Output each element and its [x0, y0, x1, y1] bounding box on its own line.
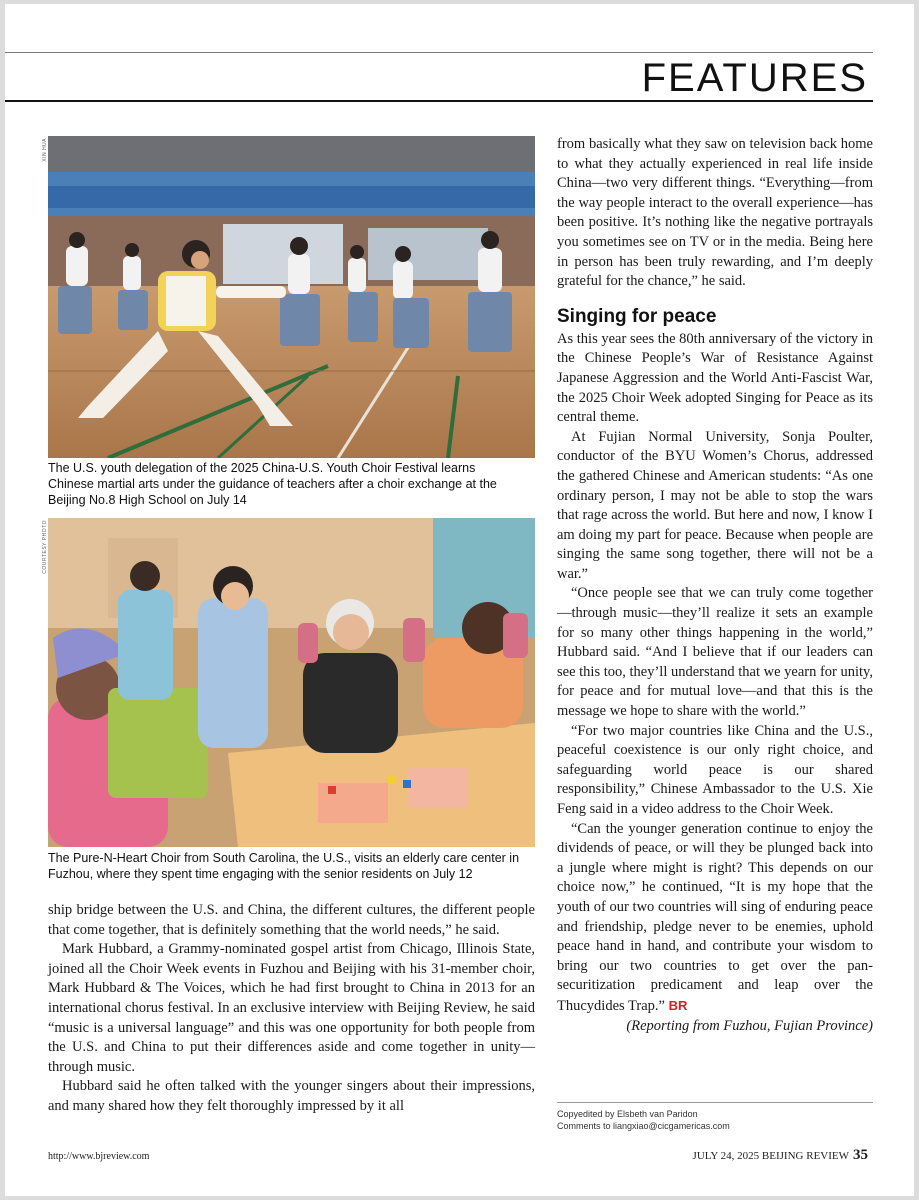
paragraph: “For two major countries like China and the U.S., peaceful coexistence is our only right choice, and safeguarding world peace is our shared responsibility,” Chinese Ambassador to the U.S. Xie Feng said in a video address to the Choir Week. [557, 722, 873, 817]
credits-box [557, 1102, 873, 1132]
martial-arts-image [48, 136, 535, 458]
left-column [48, 901, 535, 1117]
photo-caption-1: The U.S. youth delegation of the 2025 China-U.S. Youth Choir Festival learns Chinese martial arts under the guidance of teachers after a choir exchange at the Beijing No.8 High School on July 14 [48, 461, 497, 507]
photo-caption-2: The Pure-N-Heart Choir from South Carolina, the U.S., visits an elderly care center in Fuzhou, where they spent time engaging with the senior residents on July 12 [48, 851, 520, 881]
copyedit-credit: Copyedited by Elsbeth van Paridon [557, 1109, 698, 1119]
photo-elderly-care [48, 518, 535, 847]
paragraph: As this year sees the 80th anniversary of the victory in the Chinese People’s War of Resistance Against Japanese Aggression and the World Anti-Fascist War, the 2025 Choir Week adopted Singing for Peace as its central theme. [557, 330, 873, 426]
paragraph [48, 940, 535, 1077]
magazine-page [5, 4, 914, 1196]
page-number: 35 [853, 1147, 868, 1163]
final-paragraph-text: “Can the younger generation continue to enjoy the dividends of peace, or will they be plunged back into a jungle where might is right? This depends on our choice now,” he continued, “It is my hope that the youth of our two countries will sing of enduring peace and friendship, pledge never to be enemies, uphold peace hand in hand, and contribute your wisdom to bring our two countries to get over the pan-securitization predicament and leap over the Thucydides Trap.” [557, 820, 873, 1014]
comments-email: Comments to liangxiao@cicgamericas.com [557, 1121, 730, 1131]
paragraph: At Fujian Normal University, Sonja Poulter, conductor of the BYU Women’s Chorus, addressed the gathered Chinese and American students: “As one ordinary person, I may not be able to stop the wars that rage across the world. But here and now, I know I am doing my part for peace. Because when people are singing the same song together, there will not be a war.” [557, 428, 873, 582]
paragraph [557, 820, 873, 1017]
photo-martial-arts [48, 136, 535, 458]
photo-credit: XIN HUA [42, 138, 48, 162]
right-column [557, 135, 873, 1036]
paragraph: “Once people see that we can truly come together—through music—they’ll realize it sets an example for so many other things happening in the world,” Hubbard said. “And I believe that if our leaders can see this too, they’ll understand that we yearn for unity, for peace and for mutual love—and that this is the message we hope to share with the world.” [557, 585, 873, 720]
section-title: FEATURES [641, 56, 868, 100]
br-end-mark: BR [668, 997, 688, 1013]
footer-url[interactable]: http://www.bjreview.com [48, 1151, 150, 1162]
text-run: Mark Hubbard, a Grammy-nominated gospel artist from Chicago, Illinois State, joined all the Choir Week events in Fuzhou and Beijing with his 31-member choir, Mark Hubbard & The Voices, which he had first brought to China in 2013 for an international chorus festival. In an exclusive interview with Beijing Review, he said “music is a universal language” and this was one opportunity for both people from the U.S. and China to put their differences aside and come together in unity—through music. [48, 941, 535, 1075]
elderly-care-image [48, 518, 535, 847]
footer-date: JULY 24, 2025 BEIJING REVIEW [692, 1150, 849, 1162]
header-rule [5, 100, 873, 102]
top-rule [5, 52, 873, 53]
footer-publication [693, 1147, 868, 1164]
subheading: Singing for peace [557, 305, 717, 327]
paragraph: Hubbard said he often talked with the younger singers about their impressions, and many shared how they felt thoroughly impressed by it all [48, 1078, 535, 1114]
paragraph: ship bridge between the U.S. and China, the different cultures, the different people that come together, that is definitely something that the world needs,” he said. [48, 902, 535, 938]
paragraph: from basically what they saw on television back home to what they actually experienced in real life inside China—two very different things. “Everything—from the way people interact to the overall experience—has been positive. It’s nothing like the negative portrayals you sometimes see on TV or in the media. Being here in person has been truly rewarding, and I’m deeply grateful for the chance,” he said. [557, 136, 873, 290]
reporting-line: (Reporting from Fuzhou, Fujian Province) [626, 1017, 873, 1034]
photo-credit: COURTESY PHOTO [42, 520, 48, 574]
